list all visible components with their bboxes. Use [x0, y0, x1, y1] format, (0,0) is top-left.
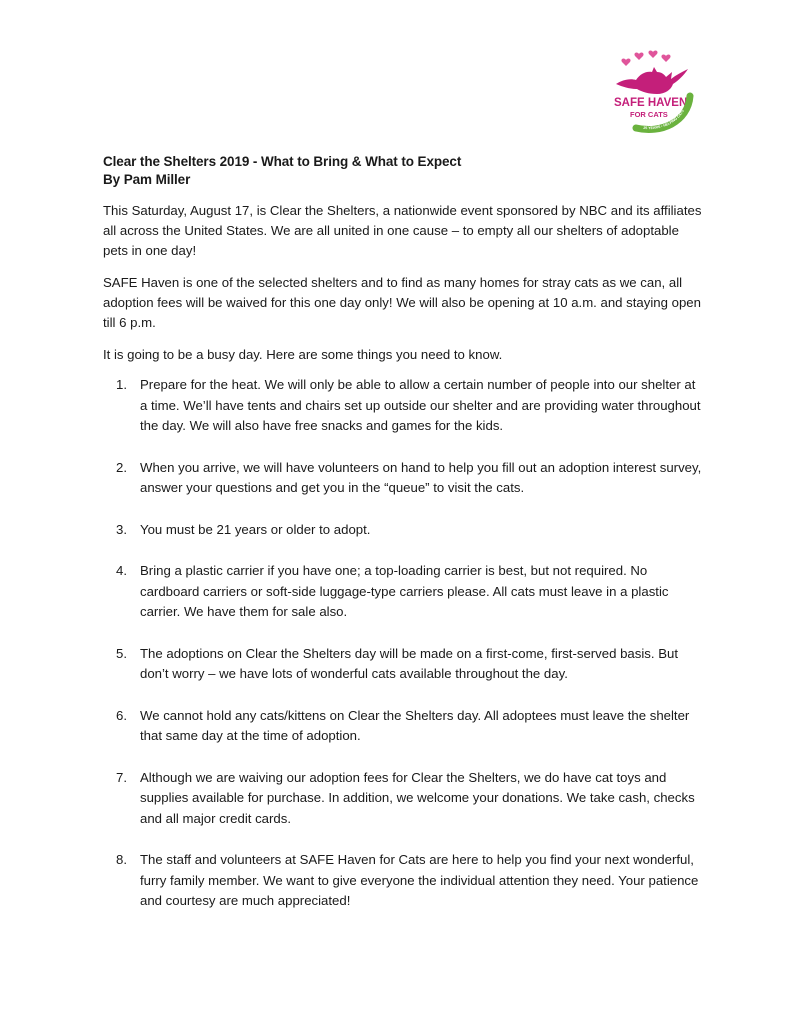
list-text: When you arrive, we will have volunteers on hand to help you fill out an adoption interest survey, answer your questions and get you in the “queue” to visit the cats.: [140, 459, 702, 495]
list-text: Bring a plastic carrier if you have one; a top-loading carrier is best, but not required. No cardboard carriers or soft-side luggage-type carriers please. All cats must leave in a plastic carrier. We have them for sale also.: [140, 563, 669, 619]
list-item: [103, 458, 703, 499]
logo-arc-text: 25 YEARS • HELPING CATS: [643, 109, 685, 131]
list-number: 7.: [116, 769, 127, 785]
intro-paragraphs: [103, 201, 703, 377]
list-item: [103, 706, 703, 747]
byline: By Pam Miller: [103, 172, 191, 187]
list-text: The adoptions on Clear the Shelters day will be made on a first-come, first-served basis. But don’t worry – we have lots of wonderful cats available throughout the day.: [140, 645, 679, 681]
list-number: 2.: [116, 459, 127, 475]
cat-logo-icon: [606, 50, 698, 136]
logo-line1: SAFE HAVEN: [614, 97, 688, 109]
list-number: 5.: [116, 645, 127, 661]
list-item: [103, 850, 703, 912]
list-number: 3.: [116, 521, 127, 537]
list-text: We cannot hold any cats/kittens on Clear the Shelters day. All adoptees must leave the shelter that same day at the time of adoption.: [140, 707, 690, 743]
list-item: [103, 375, 703, 437]
list-number: 6.: [116, 707, 127, 723]
list-text: The staff and volunteers at SAFE Haven for Cats are here to help you find your next wonderful, furry family member. We want to give everyone the individual attention they need. Your patience and courtesy are much appreciated!: [140, 852, 699, 908]
paragraph: It is going to be a busy day. Here are some things you need to know.: [103, 347, 503, 362]
tips-list: [103, 375, 703, 912]
list-item: [103, 520, 703, 541]
article-header: [103, 153, 703, 189]
list-item: [103, 644, 703, 685]
list-item: [103, 561, 703, 623]
list-number: 8.: [116, 852, 127, 867]
list-text: You must be 21 years or older to adopt.: [140, 521, 371, 537]
list-item: [103, 768, 703, 830]
paragraph: SAFE Haven is one of the selected shelters and to find as many homes for stray cats as we can, all adoption fees will be waived for this one day only! We will also be opening at 10 a.m. and staying open till 6 p.m.: [103, 275, 701, 330]
list-number: 1.: [116, 377, 127, 392]
list-text: Prepare for the heat. We will only be able to allow a certain number of people into our shelter at a time. We’ll have tents and chairs set up outside our shelter and are providing water throughout the day. We will also have free snacks and games for the kids.: [140, 377, 701, 433]
logo-line2: FOR CATS: [630, 110, 668, 119]
page-title: Clear the Shelters 2019 - What to Bring & What to Expect: [103, 154, 462, 169]
safe-haven-logo: [606, 50, 698, 136]
list-number: 4.: [116, 563, 127, 578]
paragraph: This Saturday, August 17, is Clear the Shelters, a nationwide event sponsored by NBC and its affiliates all across the United States. We are all united in one cause – to empty all our shelters of adoptable pets in one day!: [103, 203, 702, 258]
list-text: Although we are waiving our adoption fees for Clear the Shelters, we do have cat toys and supplies available for purchase. In addition, we welcome your donations. We take cash, checks and all major credit cards.: [140, 769, 695, 826]
